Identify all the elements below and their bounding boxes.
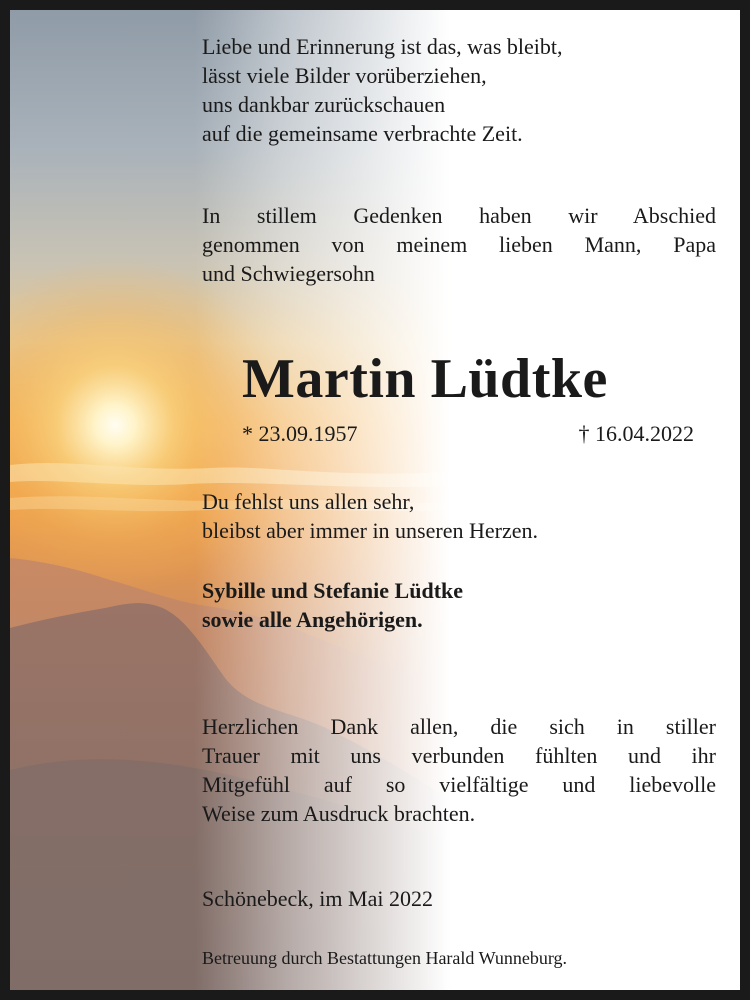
place-date <box>202 884 433 913</box>
poem-line: uns dankbar zurückschauen <box>202 92 446 117</box>
poem-line: lässt viele Bilder vorüberziehen, <box>202 63 487 88</box>
death-date: † 16.04.2022 <box>578 421 694 446</box>
undertaker-line: Betreuung durch Bestattungen Harald Wunneburg. <box>202 948 568 968</box>
mourners <box>202 576 463 634</box>
intro-line: In stillem Gedenken haben wir Abschied <box>202 203 716 228</box>
farewell-line: Du fehlst uns allen sehr, <box>202 489 415 514</box>
thanks-line: Mitgefühl auf so vielfältige und liebevolle <box>202 772 716 797</box>
thanks-text <box>202 712 716 828</box>
farewell-text <box>202 487 538 545</box>
intro-line: genommen von meinem lieben Mann, Papa <box>202 232 716 257</box>
farewell-line: bleibst aber immer in unseren Herzen. <box>202 518 538 543</box>
place-date-line: Schönebeck, im Mai 2022 <box>202 886 433 911</box>
intro-text <box>202 201 716 288</box>
intro-line: und Schwiegersohn <box>202 261 375 286</box>
thanks-line: Herzlichen Dank allen, die sich in stiller <box>202 714 716 739</box>
poem <box>202 32 562 148</box>
undertaker-note <box>202 946 567 970</box>
poem-line: auf die gemeinsame verbrachte Zeit. <box>202 121 523 146</box>
mourners-line: sowie alle Angehörigen. <box>202 607 423 632</box>
mourners-line: Sybille und Stefanie Lüdtke <box>202 578 464 603</box>
deceased-name: Martin Lüdtke <box>242 348 608 410</box>
birth-date: * 23.09.1957 <box>242 421 358 446</box>
poem-line: Liebe und Erinnerung ist das, was bleibt, <box>202 34 563 59</box>
thanks-line: Trauer mit uns verbunden fühlten und ihr <box>202 743 716 768</box>
thanks-line: Weise zum Ausdruck brachten. <box>202 801 476 826</box>
